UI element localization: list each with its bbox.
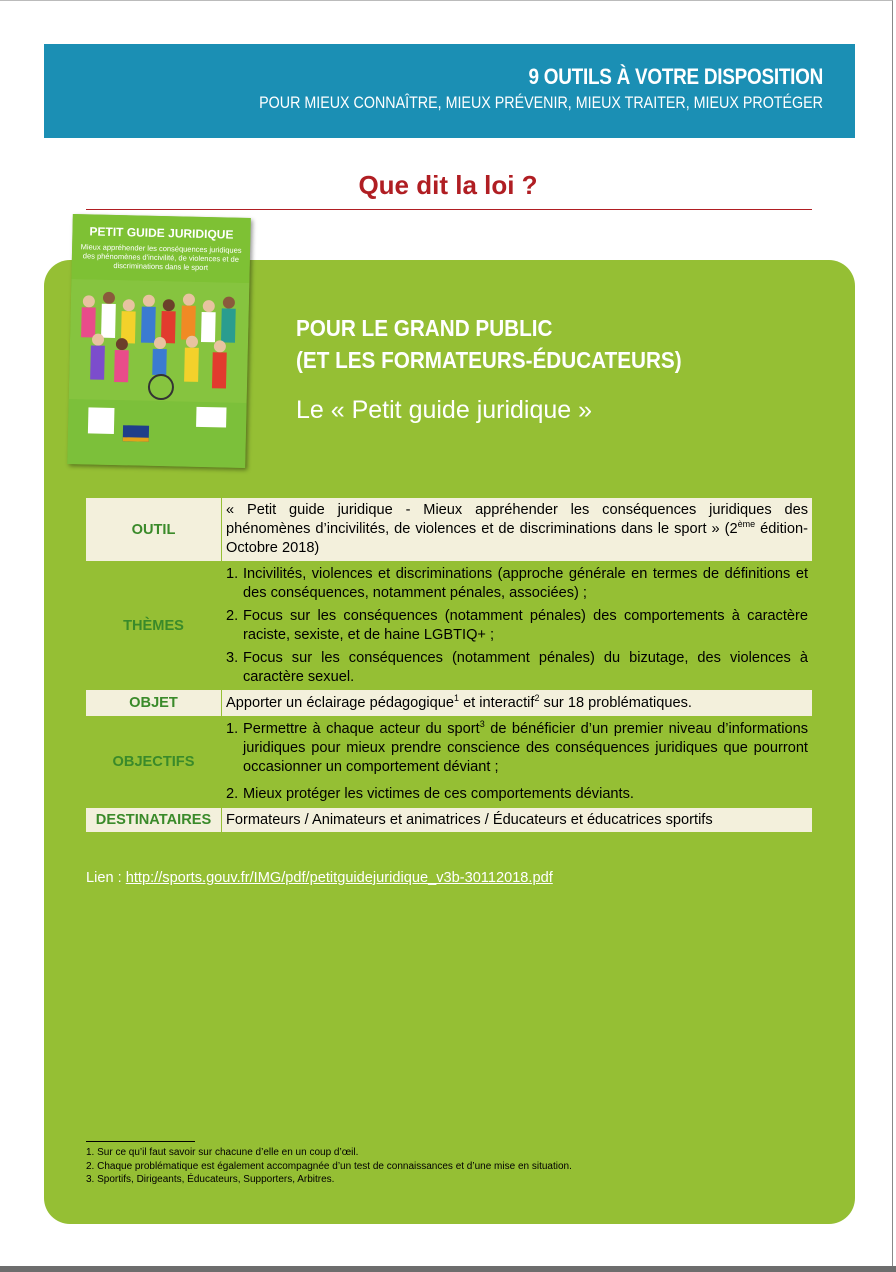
theme-item: 1. Incivilités, violences et discriminations (approche générale en termes de définitions et des conséquences, notamment pénales, associées) ;: [226, 565, 808, 601]
tool-name: Le « Petit guide juridique »: [296, 396, 593, 424]
row-destinataires: [86, 808, 812, 832]
cover-photo-crowd: [69, 279, 250, 408]
outil-text: « Petit guide juridique - Mieux appréhender les conséquences juridiques des phénomènes d’incivilités, de violences et de discriminations dans le sport » (2: [226, 502, 808, 537]
row-objet: [86, 690, 812, 716]
outil-tail: édition-Octobre 2018): [226, 521, 808, 556]
themes-value: [222, 561, 813, 690]
guide-cover-image: [67, 214, 251, 468]
ministry-logo: [88, 407, 115, 434]
link-line: [86, 870, 553, 886]
link-prefix: Lien :: [86, 870, 126, 886]
destinataires-value: Formateurs / Animateurs et animatrices / Éducateurs et éducatrices sportifs: [222, 808, 813, 832]
row-outil: [86, 498, 812, 561]
outil-label: OUTIL: [86, 498, 222, 561]
objectifs-label: OBJECTIFS: [86, 716, 222, 808]
themes-list: [226, 565, 808, 687]
footnote-1: 1. Sur ce qu’il faut savoir sur chacune d’elle en un coup d’œil.: [86, 1147, 359, 1158]
header-subtitle: POUR MIEUX CONNAÎTRE, MIEUX PRÉVENIR, MIEUX TRAITER, MIEUX PROTÉGER: [259, 93, 823, 112]
row-objectifs: [86, 716, 812, 808]
footnotes: [86, 1146, 572, 1187]
outil-sup: ème: [737, 519, 756, 530]
objectif-item: 1. Permettre à chaque acteur du sport$^3$ de bénéficier d’un premier niveau d’informations juridiques pour mieux prendre conscience des conséquences juridiques que pourront occasionner un comportement déviant ;: [226, 719, 809, 775]
audience-line2: (ET LES FORMATEURS-ÉDUCATEURS): [296, 347, 682, 373]
footnote-rule: [86, 1141, 195, 1142]
cover-title: PETIT GUIDE JURIDIQUE: [89, 224, 234, 242]
header-title: 9 OUTILS À VOTRE DISPOSITION: [528, 64, 823, 89]
objectifs-value: [222, 716, 813, 808]
objet-value: Apporter un éclairage pédagogique$^1$ et interactif$^2$ sur 18 problématiques.: [222, 690, 813, 716]
header-banner: [44, 44, 855, 138]
footnote-2: 2. Chaque problématique est également accompagnée d’un test de connaissances et d’une mise en situation.: [86, 1160, 572, 1172]
guide-pdf-link[interactable]: http://sports.gouv.fr/IMG/pdf/petitguidejuridique_v3b-30112018.pdf: [125, 870, 553, 886]
footnote-3: 3. Sportifs, Dirigeants, Éducateurs, Supporters, Arbitres.: [86, 1174, 335, 1185]
ins-logo: [196, 407, 226, 428]
title-rule: [86, 209, 812, 210]
cover-subtitle: Mieux appréhender les conséquences juridiques des phénomènes d'incivilité, de violences et de discriminations dans le sport: [80, 242, 242, 273]
audience-headline: [296, 312, 724, 376]
destinataires-label: DESTINATAIRES: [86, 808, 222, 832]
row-themes: [86, 561, 812, 690]
theme-item: 3. Focus sur les conséquences (notamment pénales) du bizutage, des violences à caractère sexuel.: [226, 649, 808, 685]
tool-info-table: [86, 498, 812, 832]
objet-label: OBJET: [86, 690, 222, 716]
audience-line1: POUR LE GRAND PUBLIC: [296, 315, 553, 341]
theme-item: 2. Focus sur les conséquences (notamment pénales) des comportements à caractère raciste, sexiste, et de haine LGBTIQ+ ;: [226, 607, 808, 643]
themes-label: THÈMES: [86, 561, 222, 690]
outil-value: [222, 498, 813, 561]
exaequo-logo: [123, 425, 149, 442]
objectifs-list: [226, 720, 808, 804]
section-title: Que dit la loi ?: [358, 170, 538, 200]
bottom-bar: [0, 1266, 896, 1272]
objectif-item: 2. Mieux protéger les victimes de ces comportements déviants.: [226, 786, 634, 802]
